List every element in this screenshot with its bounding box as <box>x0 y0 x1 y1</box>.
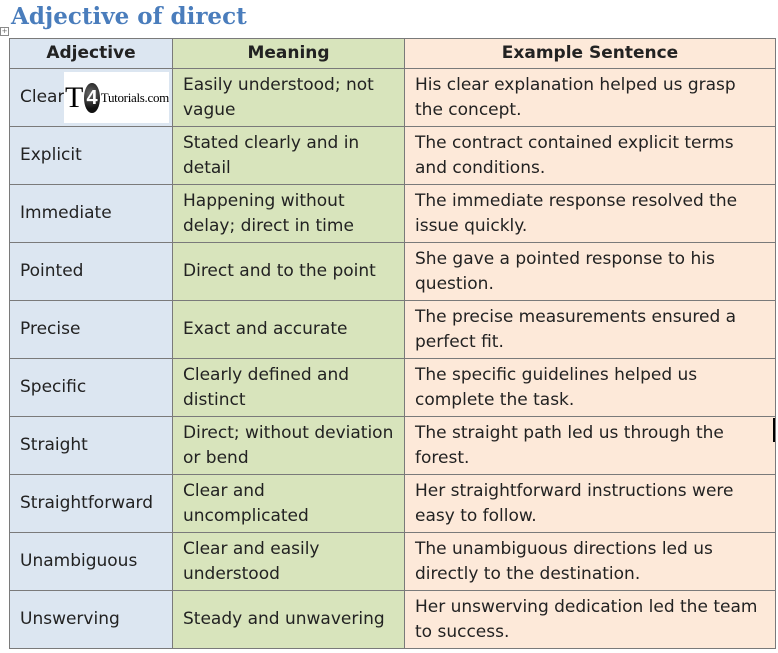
example-cell: The immediate response resolved the issue quickly. <box>405 185 776 243</box>
meaning-cell: Direct; without deviation or bend <box>173 417 405 475</box>
example-cell: She gave a pointed response to his question. <box>405 243 776 301</box>
table-row <box>10 417 776 475</box>
table-header-row <box>10 39 776 69</box>
table-row <box>10 185 776 243</box>
example-cell: The straight path led us through the forest. <box>405 417 776 475</box>
table-row <box>10 301 776 359</box>
logo-letter-t: T <box>65 80 84 114</box>
adjective-cell <box>10 69 173 127</box>
example-cell: The precise measurements ensured a perfect fit. <box>405 301 776 359</box>
adjective-cell: Pointed <box>10 243 173 301</box>
table-move-handle-icon[interactable]: + <box>1 27 8 35</box>
meaning-cell: Clearly defined and distinct <box>173 359 405 417</box>
adjective-text: Clear <box>20 87 65 107</box>
table-row <box>10 359 776 417</box>
adjective-cell: Unambiguous <box>10 533 173 591</box>
example-cell: Her straightforward instructions were easy to follow. <box>405 475 776 533</box>
example-cell: The contract contained explicit terms and conditions. <box>405 127 776 185</box>
example-cell: The unambiguous directions led us directly to the destination. <box>405 533 776 591</box>
logo-number-4: 4 <box>84 83 99 113</box>
table-row <box>10 533 776 591</box>
document-title: Adjective of direct <box>11 3 247 30</box>
meaning-cell: Clear and uncomplicated <box>173 475 405 533</box>
adjective-cell: Immediate <box>10 185 173 243</box>
header-example-sentence: Example Sentence <box>405 39 776 69</box>
header-meaning: Meaning <box>173 39 405 69</box>
adjective-cell: Straightforward <box>10 475 173 533</box>
table-row <box>10 127 776 185</box>
meaning-cell: Easily understood; not vague <box>173 69 405 127</box>
meaning-cell: Stated clearly and in detail <box>173 127 405 185</box>
text-cursor <box>773 418 775 442</box>
header-adjective: Adjective <box>10 39 173 69</box>
adjective-cell: Explicit <box>10 127 173 185</box>
meaning-cell: Happening without delay; direct in time <box>173 185 405 243</box>
meaning-cell: Steady and unwavering <box>173 591 405 649</box>
t4tutorials-logo <box>64 72 169 123</box>
meaning-cell: Exact and accurate <box>173 301 405 359</box>
table-row <box>10 591 776 649</box>
adjective-cell: Precise <box>10 301 173 359</box>
adjective-cell: Specific <box>10 359 173 417</box>
example-cell: His clear explanation helped us grasp the concept. <box>405 69 776 127</box>
table-row <box>10 69 776 127</box>
table-row <box>10 243 776 301</box>
adjective-table <box>9 38 776 649</box>
adjective-cell: Unswerving <box>10 591 173 649</box>
example-cell: The specific guidelines helped us complete the task. <box>405 359 776 417</box>
logo-text: Tutorials.com <box>100 90 169 105</box>
table-row <box>10 475 776 533</box>
meaning-cell: Clear and easily understood <box>173 533 405 591</box>
example-cell: Her unswerving dedication led the team to success. <box>405 591 776 649</box>
adjective-cell: Straight <box>10 417 173 475</box>
meaning-cell: Direct and to the point <box>173 243 405 301</box>
